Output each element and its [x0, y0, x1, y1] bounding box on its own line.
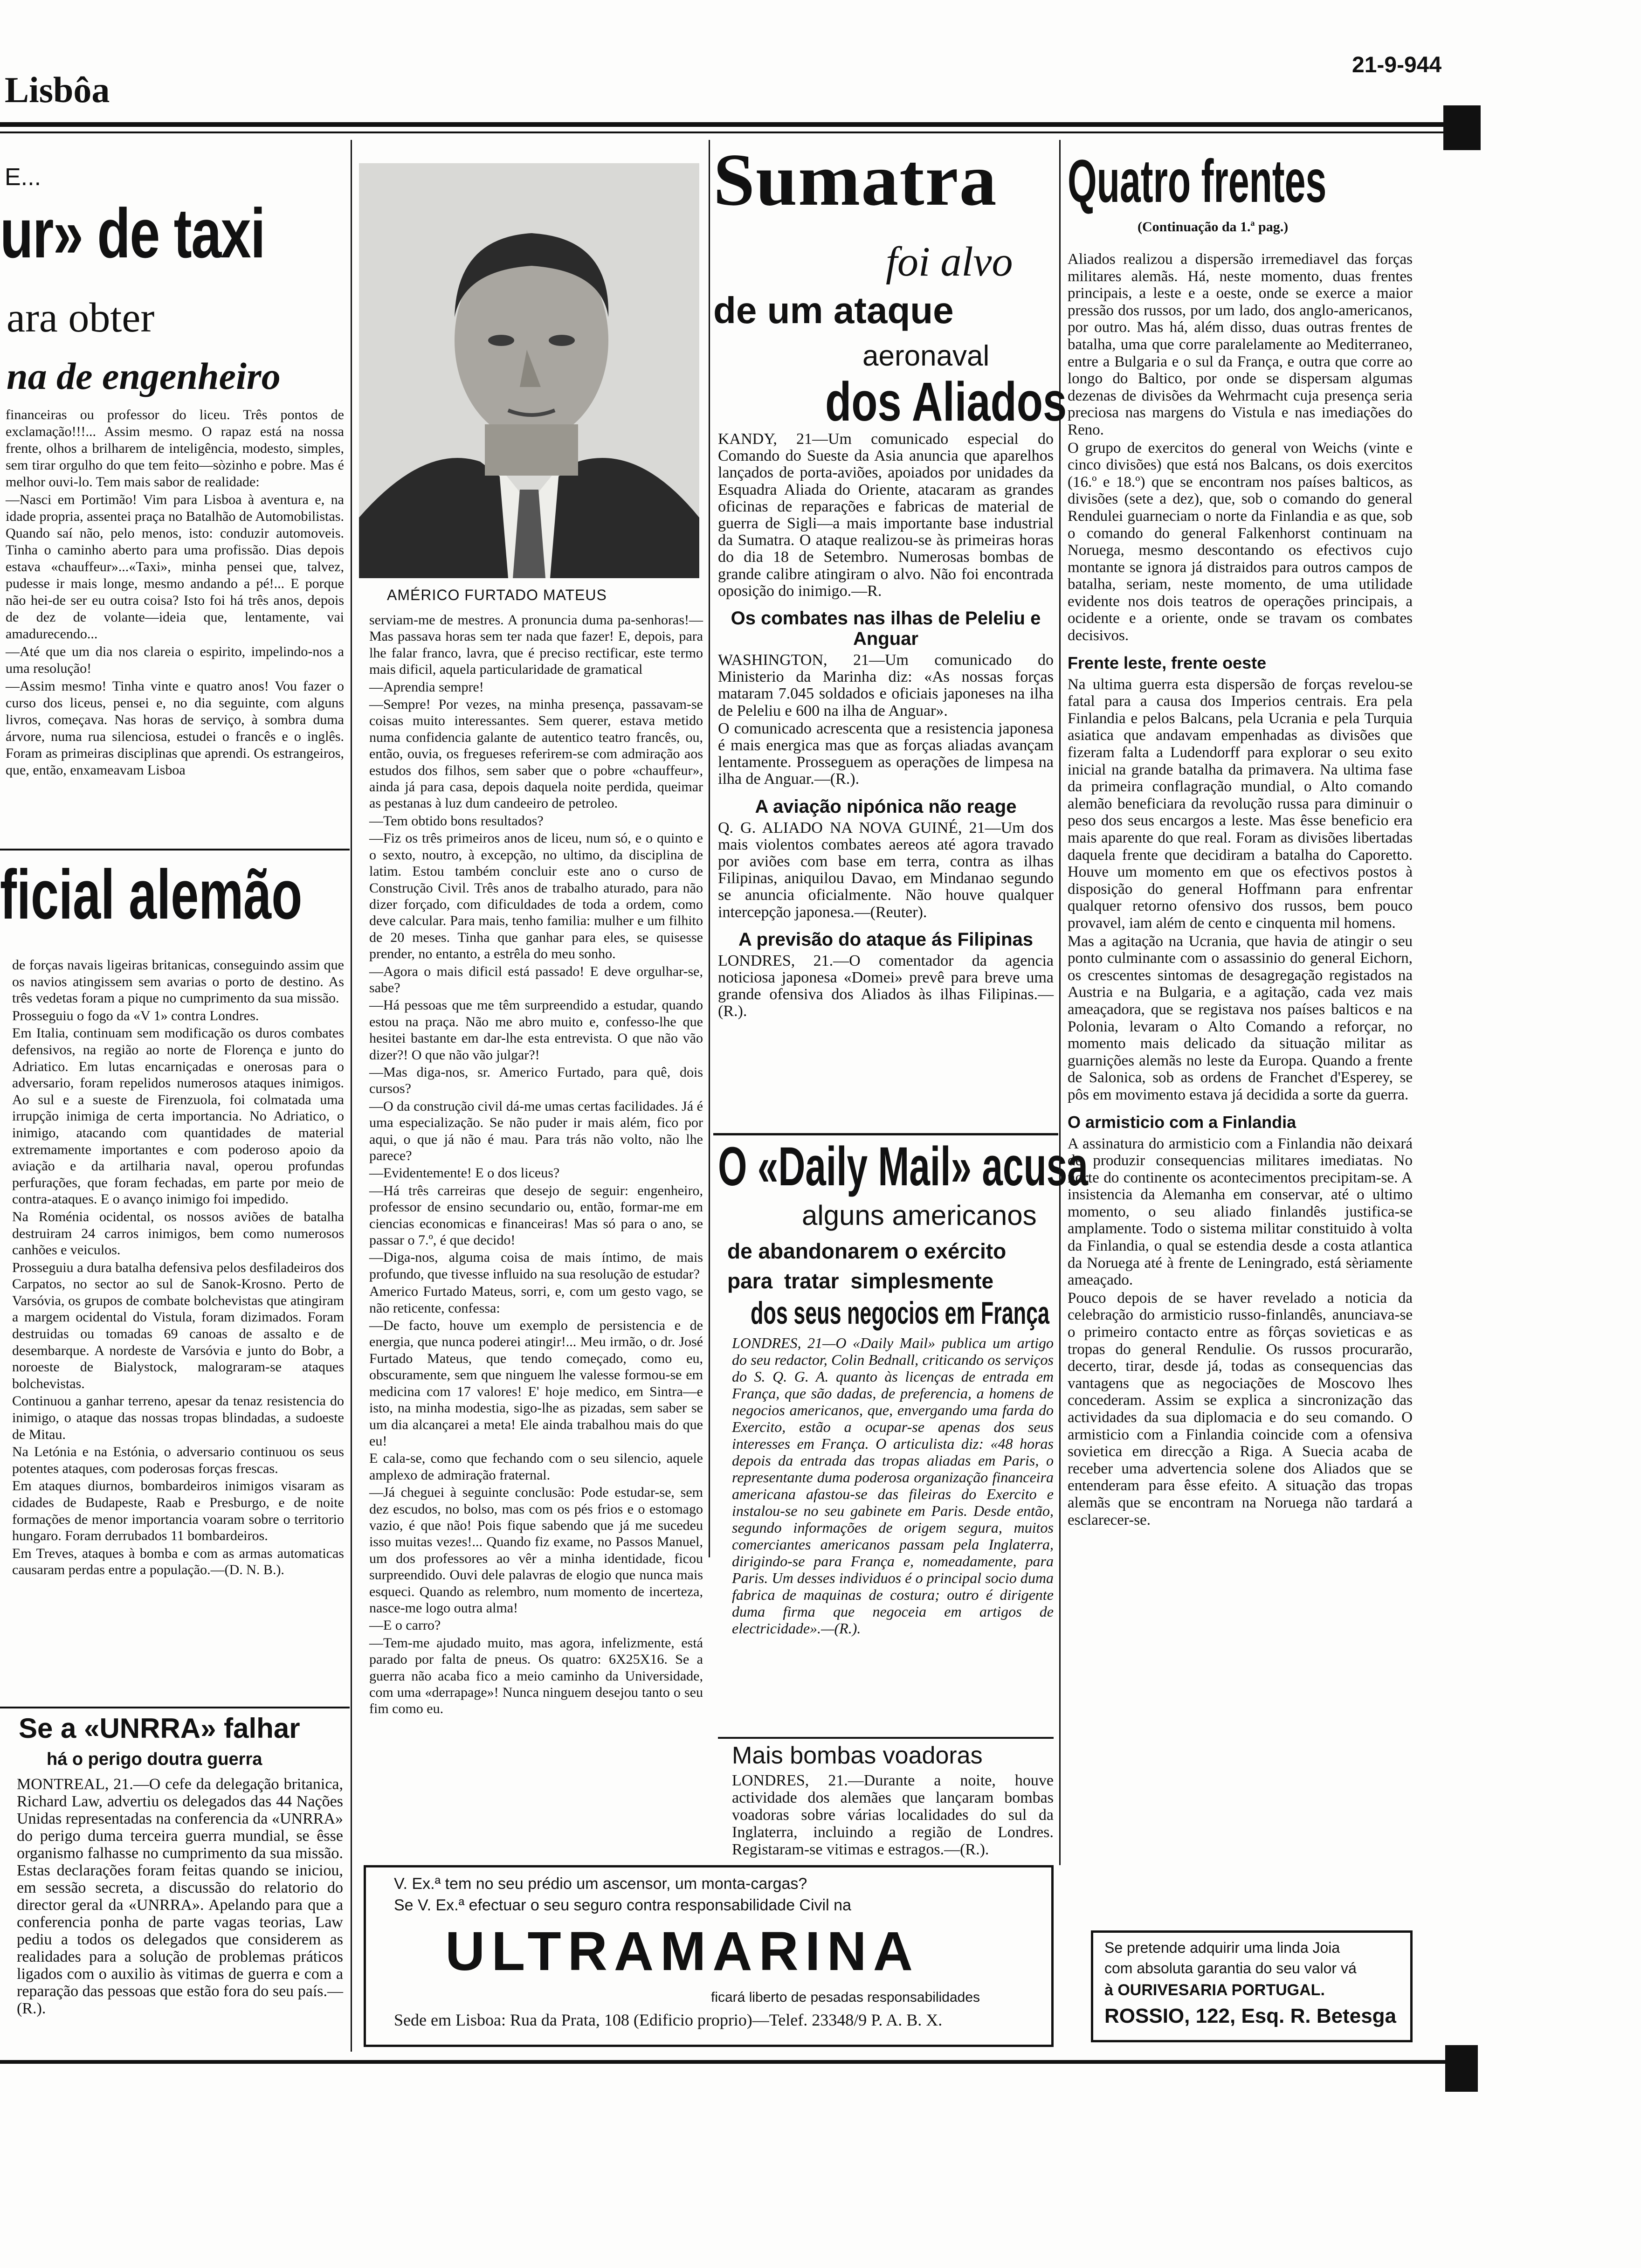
paragraph: —Nasci em Portimão! Vim para Lisboa à aventura e, na idade propria, assentei praça no Batalhão de Automobilistas. Quando saí não, pelo menos, isto: conduzir automoveis. Tinha o caminho aberto para uma profissão. Dias depois estava «chauffeur»...«Taxi», minha pensei que, talvez, pudesse ir mais longe, mesmo andando a pé!... E porque não hei-de ser eu outra coisa? Isto foi há três anos, depois de dez de volante—ideia que, lentamente, vai amadurecendo... — [6, 492, 344, 642]
paragraph: —Tem-me ajudado muito, mas agora, infelizmente, está parado por falta de pneus. Os quatro: 6X25X16. Se a guerra não acaba fico a meio caminho da Universidade, com uma «derrapage»! Nunca ninguem desejou tanto o seu fim como eu. — [369, 1635, 703, 1717]
sumatra-deck2: de um ataque — [713, 290, 954, 331]
corner-block — [1443, 105, 1481, 150]
oficial-headline: ficial alemão — [0, 855, 303, 933]
paragraph: Em Treves, ataques à bomba e com as armas automaticas causaram perdas entre a população.—(D. N. B.). — [12, 1545, 344, 1578]
dailymail-deck4: dos seus negocios em França — [751, 1295, 1050, 1331]
dailymail-headline: O «Daily Mail» acusa — [718, 1136, 1088, 1197]
sumatra-sub2: A aviação nipónica não reage — [755, 796, 1017, 817]
ultramarina-line3: ficará liberto de pesadas responsabilidades — [711, 1990, 980, 2005]
ultramarina-brand: ULTRAMARINA — [445, 1921, 919, 1982]
col1-deck2: na de engenheiro — [7, 355, 281, 397]
portrait-photo — [359, 163, 699, 578]
paragraph: Prosseguiu a dura batalha defensiva pelos desfiladeiros dos Carpatos, no sector ao sul de Sanok-Krosno. Perto de Varsóvia, os grupos de combate bolchevistas que atingiram a margem ocidental do Vistula, foram dizimados. Foram destruidas ou tomadas 69 canoas de assalto e de desembarque. A nordeste de Varsóvia e junto do Bobr, a noroeste de Bialystock, malograram-se ataques bolchevistas. — [12, 1259, 344, 1391]
photo-caption: AMÉRICO FURTADO MATEUS — [387, 587, 607, 603]
sumatra-deck1: foi alvo — [886, 239, 1013, 285]
paragraph: financeiras ou professor do liceu. Três pontos de exclamação!!!... Assim mesmo. O rapaz está na nossa frente, olhos a brilharem de inteligência, modesto, simples, sem tirar orgulho do que tem feito—sòzinho e pobre. Mas é melhor ouvi-lo. Tem mais sabor de realidade: — [6, 407, 344, 490]
paragraph: Em ataques diurnos, bombardeiros inimigos visaram as cidades de Budapeste, Raab e Presburgo, e de noite formações de menor importancia voaram sobre o territorio hungaro. Foram derrubados 11 bombardeiros. — [12, 1478, 344, 1544]
dailymail-divider — [713, 1133, 1058, 1135]
sumatra-sub1: Os combates nas ilhas de Peleliu e Anguar — [731, 608, 1041, 650]
paragraph: —De facto, houve um exemplo de persistencia e de energia, que nunca poderei atingir!... Meu irmão, o dr. José Furtado Mateus, que tendo começado, como eu, obscuramente, sem que ninguem lhe valesse formou-se em medicina com 17 valores! E' hoje medico, em Sintra—e isto, na minha modestia, sigo-lhe as pizadas, sem saber se um dia alcançarei a meta! Ele ainda trabalhou mais do que eu! — [369, 1318, 703, 1449]
paragraph: Na Letónia e na Estónia, o adversario continuou os seus potentes ataques, com poderosas forças frescas. — [12, 1444, 344, 1476]
paragraph: Prosseguiu o fogo da «V 1» contra Londres. — [12, 1008, 259, 1023]
paragraph: E cala-se, como que fechando com o seu silencio, aquele amplexo de admiração fraternal. — [369, 1451, 703, 1483]
joia-line3: à OURIVESARIA PORTUGAL. — [1104, 1981, 1325, 1999]
paragraph: LONDRES, 21.—O comentador da agencia noticiosa japonesa «Domei» prevê para breve uma grande ofensiva dos Aliados às ilhas Filipinas.—(R.). — [718, 952, 1054, 1020]
unrra-headline: Se a «UNRRA» falhar — [19, 1713, 300, 1744]
paragraph: —O da construção civil dá-me umas certas facilidades. Já é uma especialização. Se não puder ir mais além, fico por aqui, o que já não é mau. Para trás não volto, não lhe parece? — [369, 1098, 703, 1163]
paragraph: serviam-me de mestres. A pronuncia duma pa-senhoras!—Mas passava horas sem ter nada que fazer! E, depois, para lhe falar franco, lavra, que é preciso rectificar, este termo mais dificil, aquela particularidade de gramatical — [369, 612, 703, 678]
unrra-sub: há o perigo doutra guerra — [47, 1749, 262, 1769]
paragraph: O grupo de exercitos do general von Weichs (vinte e cinco divisões) que está nos Balcans, os dois exercitos (16.º e 18.º) que se encontram nos países balticos, as divisões (sete a dez), que, sob o comando do general Rendulei guarneciam o norte da Finlandia e as que, sob o comando do general Falkenhorst continuam na Noruega, mesmo descontando os efectivos cujo montante se ignora já distraidos para outros campos de batalha, seriam, neste momento, de uma utilidade evidente nos dois teatros de operações principais, a ocidente e a oriente, onde se travam os combates decisivos. — [1068, 439, 1413, 644]
dailymail-body — [732, 1335, 1054, 1638]
dailymail-deck2: de abandonarem o exército — [727, 1239, 1007, 1263]
quatro-body — [1068, 251, 1413, 1529]
sumatra-headline: Sumatra — [713, 138, 998, 221]
paragraph: —Diga-nos, alguma coisa de mais íntimo, de mais profundo, que tivesse influido na sua resolução de estudar? — [369, 1250, 703, 1282]
bombas-body — [732, 1772, 1054, 1859]
quatro-continuation: (Continuação da 1.ª pag.) — [1138, 219, 1289, 235]
unrra-divider — [0, 1707, 350, 1708]
paragraph: Em Italia, continuam sem modificação os duros combates defensivos, na região ao norte de Florença e junto do Adriatico. Em lutas encarniçadas e onerosas para o adversario, foram repelidos numerosos ataques inimigos. Ao sul e a sueste de Firenzuola, foi colmatada uma irrupção inimiga de certa importancia. No Adriatico, o inimigo, atacando com quantidades de material extremamente importantes e com poderoso apoio da aviação e da artilharia naval, operou profundas perfurações, que foram fechadas, em parte por meio de contra-ataques. E o avanço inimigo foi impedido. — [12, 1025, 344, 1207]
corner-block-bottom — [1445, 2045, 1478, 2092]
paragraph: Continuou a ganhar terreno, apesar da tenaz resistencia do inimigo, o ataque das nossas tropas blindadas, a sudoeste de Mitau. — [12, 1393, 344, 1442]
ultramarina-line4: Sede em Lisboa: Rua da Prata, 108 (Edificio proprio)—Telef. 23348/9 P. A. B. X. — [394, 2011, 943, 2029]
quatro-headline: Quatro frentes — [1068, 147, 1327, 215]
paragraph: —Há três carreiras que desejo de seguir: engenheiro, professor de ensino secundario ou, então, formar-me em ciencias economicas e financeiras! Mas só para o ano, se passar o 7.º, é que decido! — [369, 1182, 703, 1248]
paragraph: —Fiz os três primeiros anos de liceu, num só, e o quinto e o sexto, noutro, à excepção, no ultimo, da disciplina de latim. Estou também concluir este ano o curso de Construção Civil. Três anos de trabalho aturado, para não dizer forçado, com dificuldades de toda a ordem, como deve calcular. Para mais, tenho familia: mulher e um filhito de 20 meses. Tinha que ganhar para eles, se quisesse prender, no entanto, a estrêla do meu sonho. — [369, 830, 703, 962]
paragraph: —Evidentemente! E o dos liceus? — [369, 1165, 560, 1181]
paragraph: —Até que um dia nos clareia o espirito, impelindo-nos a uma resolução! — [6, 644, 344, 676]
footer-rule — [0, 2060, 1445, 2064]
sumatra-deck4: dos Aliados — [825, 371, 1067, 433]
oficial-body — [12, 957, 344, 1579]
sumatra-body — [718, 431, 1054, 1021]
issue-date: 21-9-944 — [1352, 53, 1442, 77]
ultramarina-ad[interactable] — [364, 1865, 1054, 2047]
column-rule-1 — [351, 140, 352, 2052]
paragraph: Na ultima guerra esta dispersão de forças revelou-se fatal para a causa dos Imperios centrais. Era pela Finlandia e pelos Balcans, pela Ucrania e pela Turquia asiatica que andavam empenhadas as divisões que fizeram falta a Ludendorff para explorar o seu exito inicial na grande batalha da primavera. Na ultima fase da primeira conflagração mundial, o Alto comando alemão beneficiara da revolução russa para diminuir o peso dos seus encargos a leste. Mas êsse beneficio era mais aparente do que real. Foram as divisões libertadas daquela frente que decidiram a batalha do Caporetto. Houve um momento em que os efectivos postos à disposição do general Hoffmann para enfrentar qualquer retorno ofensivo dos russos, bem pouco provavel, iam além de cento e cinquenta mil homens. — [1068, 676, 1413, 932]
column-rule-2 — [709, 140, 710, 1557]
sumatra-deck3: aeronaval — [862, 340, 990, 372]
paragraph: Na Roménia ocidental, os nossos aviões de batalha destruiram 24 carros inimigos, bem como numerosos canhões e veiculos. — [12, 1209, 344, 1258]
unrra-body — [17, 1776, 343, 2018]
paragraph: Pouco depois de se haver revelado a noticia da celebração do armisticio russo-finlandês, anunciava-se o primeiro contacto entre as fôrças sovieticas e as tropas do general Rendulie. Os russos procurarão, decerto, tirar, desde já, todas as consequencias das vantagens que as negociações de Moscovo lhes concederam. Assim se explica a sincronização das actividades da sua diplomacia e do seu comando. O armisticio com a Finlandia coincide com a ofensiva sovietica em direcção a Riga. A Suecia acaba de receber uma advertencia solene dos Aliados que se entenderam para êsse efeito. A situação das tropas alemãs que se encontram na Noruega não tardará a esclarecer-se. — [1068, 1289, 1413, 1528]
joia-line2: com absoluta garantia do seu valor vá — [1104, 1960, 1357, 1977]
ultramarina-line2: Se V. Ex.ª efectuar o seu seguro contra responsabilidade Civil na — [394, 1896, 851, 1914]
paragraph: Mas a agitação na Ucrania, que havia de atingir o seu ponto culminante com o assassinio do general Eichorn, os crescentes sintomas de desagregação registados na Austria e na Bulgaria, e a agitação, cada vez mais ameaçadora, que se registava nos países balticos e na Polonia, levaram o Alto Comando a reforçar, no momento mais delicado da situação militar as guarnições alemãs no leste da Europa. Quando a frente de Salonica, sob as ordens de Franchet d'Esperey, se pôs em movimento estava já decidida a sorte da guerra. — [1068, 933, 1413, 1103]
quatro-sub1: Frente leste, frente oeste — [1068, 653, 1267, 672]
paragraph: —Assim mesmo! Tinha vinte e quatro anos! Vou fazer o curso dos liceus, pensei e, no dia seguinte, com alguns livros, começava. Nas horas de serviço, à sombra duma árvore, numa rua silenciosa, estudei o francês e o inglês. Foram as primeiras disciplinas que aprendi. Os estrangeiros, que, então, enxameavam Lisboa — [6, 678, 344, 778]
paragraph: —Agora o mais dificil está passado! E deve orgulhar-se, sabe? — [369, 963, 703, 996]
paragraph: —Há pessoas que me têm surpreendido a estudar, quando estou na praça. Não me abro muito e, confesso-lhe que hesitei bastante em dar-lhe esta entrevista. O que não vão dizer?! O que não vão julgar?! — [369, 997, 703, 1063]
paragraph: KANDY, 21—Um comunicado especial do Comando do Sueste da Asia anuncia que aparelhos lançados de porta-aviões, apoiados por unidades da Esquadra Aliada do Oriente, atacaram as grandes oficinas de reparações e fabricas de material de guerra de Sigli—a mais importante base industrial da Sumatra. O ataque realizou-se às primeiras horas do dia 18 de Setembro. Numerosas bombas de grande calibre atingiram o alvo. Não foi encontrada oposição do inimigo.—R. — [718, 430, 1054, 600]
paragraph: —Já cheguei à seguinte conclusão: Pode estudar-se, sem dez escudos, no bolso, mas com os pés frios e o estomago vazio, é que não! Pois fique sabendo que já me sucedeu isso muitas vezes!... Quando fiz exame, no Passos Manuel, um dos professores ao vêr a minha identidade, ficou surpreendido. Ouvi dele palavras de elogio que nunca mais esqueci. Quando as relembro, num momento de incerteza, nasce-me logo outra alma! — [369, 1485, 703, 1616]
paragraph: —Tem obtido bons resultados? — [369, 813, 544, 829]
paragraph: de forças navais ligeiras britanicas, conseguindo assim que os navios atingissem sem avarias o porto de destino. As três vedetas foram a pique no cumprimento da sua missão. — [12, 957, 344, 1006]
joia-ad[interactable] — [1091, 1930, 1413, 2042]
paragraph: —Mas diga-nos, sr. Americo Furtado, para quê, dois cursos? — [369, 1064, 703, 1097]
col1-headline: ur» de taxi — [0, 194, 265, 272]
quatro-sub2: O armisticio com a Finlandia — [1068, 1112, 1296, 1132]
portrait-illustration — [359, 163, 699, 578]
paragraph: MONTREAL, 21.—O cefe da delegação britanica, Richard Law, advertiu os delegados das 44 Nações Unidas representadas na conferencia da «UNRRA» do perigo duma terceira guerra mundial, se êsse organismo falhasse no cumprimento da sua missão. Estas declarações foram feitas quando se iniciou, em sessão secreta, a discussão do relatorio do director geral da «UNRRA». Apelando para que a conferencia ponha de parte vagas teorias, Law pediu a todos os delegados que considerem as realidades para a solução de problemas práticos ligados com o auxilio às vitimas de guerra e com a reparação das pessoas que estão fora do seu país.—(R.). — [17, 1776, 343, 2017]
ultramarina-line1: V. Ex.ª tem no seu prédio um ascensor, um monta-cargas? — [394, 1875, 807, 1893]
col1-deck1: ara obter — [7, 295, 155, 341]
header-rule — [0, 122, 1445, 127]
bombas-divider — [718, 1737, 1054, 1739]
dailymail-deck3: para tratar simplesmente — [727, 1269, 994, 1293]
dailymail-deck1: alguns americanos — [802, 1200, 1037, 1231]
paragraph: Q. G. ALIADO NA NOVA GUINÉ, 21—Um dos mais violentos combates aereos até agora travado por aviões com base em terra, contra as ilhas Filipinas, aniquilou Davao, em Mindanao segundo se anuncia oficialmente. Não houve qualquer intercepção japonesa.—(Reuter). — [718, 819, 1054, 921]
col2-body — [369, 612, 703, 1718]
paragraph: Americo Furtado Mateus, sorri, e, com um gesto vago, se não reticente, confessa: — [369, 1284, 703, 1316]
col1-kicker: E... — [5, 164, 41, 191]
col1-body — [6, 407, 344, 780]
paragraph: —Aprendia sempre! — [369, 679, 484, 695]
col1-divider — [0, 849, 350, 850]
masthead-title: Lisbôa — [5, 69, 110, 110]
sumatra-sub3: A previsão do ataque ás Filipinas — [738, 929, 1034, 950]
paragraph: —E o carro? — [369, 1618, 441, 1633]
joia-line4: ROSSIO, 122, Esq. R. Betesga — [1104, 2005, 1397, 2027]
paragraph: Aliados realizou a dispersão irremediavel das forças militares alemãs. Há, neste momento, duas frentes principais, a leste e a oeste, onde se exerce a maior pressão dos russos, por um lado, dos anglo-americanos, por outro. Mas há, além disso, duas outras frentes de batalha, uma que corre paralelamente ao Mediterraneo, entre a Bulgaria e o sul da França, e outra que corre ao longo do Baltico, por onde se dispersam algumas dezenas de divisões da Wehrmacht cuja presença seria preciosa nas margens do Vistula e nas imediações do Reno. — [1068, 251, 1413, 438]
joia-line1: Se pretende adquirir uma linda Joia — [1104, 1939, 1340, 1956]
paragraph: A assinatura do armisticio com a Finlandia não deixará de produzir consequencias militares imediatas. No norte do continente os acontecimentos precipitam-se. A insistencia da Alemanha em conservar, até o ultimo momento, o seu aliado finlandês justifica-se amplamente. Todo o sistema militar constituido à volta da Finlandia, o qual se estendia desde a costa atlantica da Noruega até à frente de Leningrado, está sèriamente ameaçado. — [1068, 1135, 1413, 1289]
header-rule-thin — [0, 131, 1445, 133]
paragraph: LONDRES, 21.—Durante a noite, houve actividade dos alemães que lançaram bombas voadoras sobre várias localidades do sul da Inglaterra, incluindo a região de Londres. Registaram-se vitimas e estragos.—(R.). — [732, 1772, 1054, 1858]
paragraph: LONDRES, 21—O «Daily Mail» publica um artigo do seu redactor, Colin Bednall, criticando os serviços do S. Q. G. A. quanto às licenças de entrada em França, que são dadas, de preferencia, a homens de negocios americanos, que, envergando uma farda do Exercito, estão a ocupar-se apenas dos seus interesses em França. O articulista diz: «48 horas depois da entrada das tropas aliadas em Paris, o representante duma poderosa organização financeira americana afastou-se das fileiras do Exercito e instalou-se no seu gabinete em Paris. Desde então, segundo informações de origem segura, muitos comerciantes americanos passam pela Inglaterra, dirigindo-se para França e, nomeadamente, para Paris. Um desses individuos é o principal socio duma fabrica de maquinas de costura; outro é dirigente duma firma que negoceia em artigos de electricidade».—(R.). — [732, 1335, 1054, 1637]
paragraph: O comunicado acrescenta que a resistencia japonesa é mais energica mas que as forças aliadas avançam lentamente. Prosseguem as operações de limpesa na ilha de Anguar.—(R.). — [718, 719, 1054, 788]
paragraph: WASHINGTON, 21—Um comunicado do Ministerio da Marinha diz: «As nossas forças mataram 7.045 soldados e oficiais japoneses na ilha de Peleliu e 600 na ilha de Anguar». — [718, 651, 1054, 719]
paragraph: —Sempre! Por vezes, na minha presença, passavam-se coisas muito interessantes. Sem querer, estava metido numa confidencia galante de autentico teatro francês, ou, então, ouvia, os fregueses referirem-se com admiração aos estudos dos filhos, sem saber que o pobre «chauffeur», ainda já para casa, depois daquela noite perdida, queimar as pestanas à luz dum candeeiro de petroleo. — [369, 697, 703, 811]
bombas-headline: Mais bombas voadoras — [732, 1742, 983, 1769]
